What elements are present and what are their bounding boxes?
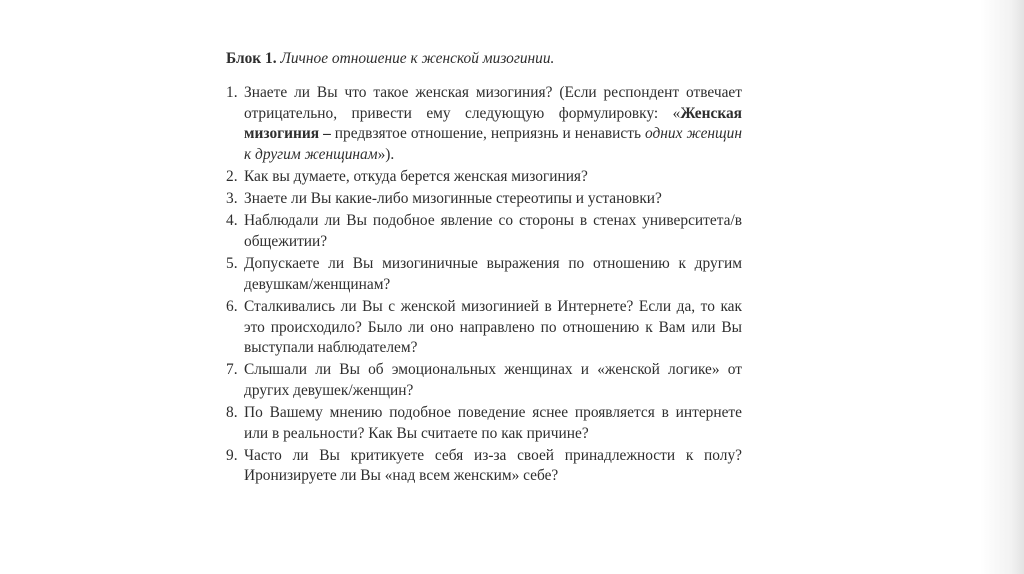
page-edge-shadow — [980, 0, 1024, 574]
question-number: 2. — [226, 167, 238, 185]
block-heading-lead: Блок 1. — [226, 50, 277, 67]
question-text: Слышали ли Вы об эмоциональных женщинах и «женской логике» от других девушек/женщин? — [244, 361, 742, 399]
question-text: Допускаете ли Вы мизогиничные выражения по отношению к другим девушкам/женщинам? — [244, 255, 742, 293]
question-text: Часто ли Вы критикуете себя из-за своей принадлежности к полу? Иронизируете ли Вы «над всем женским» себе? — [244, 446, 742, 485]
question-item-4 — [226, 211, 742, 252]
question-item-6 — [226, 297, 742, 359]
question-text: Наблюдали ли Вы подобное явление со стороны в стенах университета/в общежитии? — [244, 212, 742, 250]
question-item-8 — [226, 403, 742, 444]
question-number: 3. — [226, 190, 238, 208]
question-number: 9. — [226, 446, 238, 464]
question-item-3 — [226, 189, 742, 210]
question-item-9 — [226, 446, 742, 487]
question-number: 7. — [226, 361, 238, 379]
question-item-7 — [226, 360, 742, 401]
question-number: 6. — [226, 297, 238, 315]
question-number: 1. — [226, 84, 238, 101]
question-number: 8. — [226, 404, 238, 422]
document-body — [226, 49, 742, 489]
question-text-part: »). — [377, 145, 395, 163]
question-list — [226, 83, 742, 487]
question-number: 4. — [226, 212, 238, 230]
definition-term: Женская мизогиния – — [244, 104, 742, 143]
question-text: Знаете ли Вы какие-либо мизогинные стереотипы и установки? — [244, 190, 662, 208]
block-heading — [226, 49, 742, 69]
question-text: По Вашему мнению подобное поведение яснее проявляется в интернете или в реальности? Как Вы считаете по как причине? — [244, 404, 742, 442]
question-text-part: предвзятое отношение, неприязнь и ненависть — [330, 125, 646, 143]
definition-emphasis: одних женщин к другим женщинам — [244, 125, 742, 163]
question-item-2 — [226, 167, 742, 188]
block-heading-title: Личное отношение к женской мизогинии. — [280, 50, 555, 67]
question-text-part: Знаете ли Вы что такое женская мизогиния? (Если респондент отвечает отрицательно, привести ему следующую формулировку: « — [244, 84, 742, 122]
question-number: 5. — [226, 255, 238, 273]
question-text: Сталкивались ли Вы с женской мизогинией в Интернете? Если да, то как это происходило? Было ли оно направлено по отношению к Вам или Вы выступали наблюдателем? — [244, 297, 742, 357]
question-item-5 — [226, 254, 742, 295]
question-item-1 — [226, 83, 742, 165]
question-text: Как вы думаете, откуда берется женская мизогиния? — [244, 167, 588, 185]
